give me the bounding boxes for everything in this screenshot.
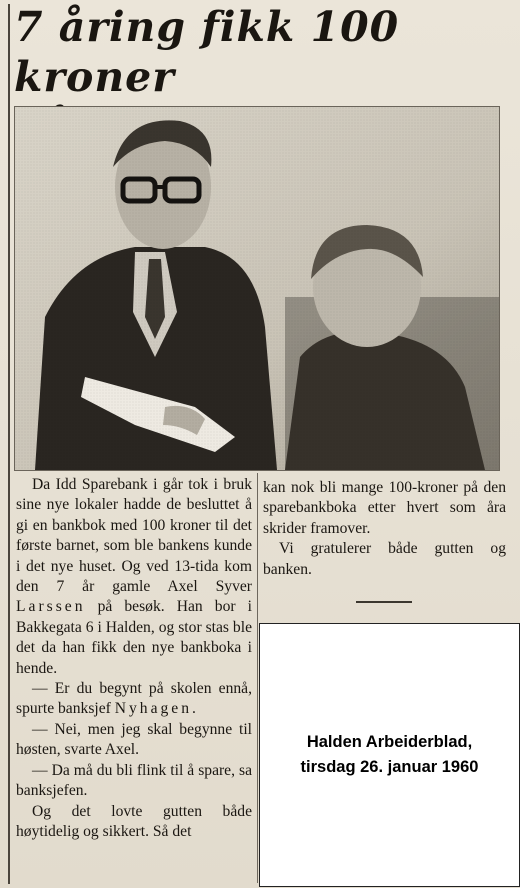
source-publication: Halden Arbeiderblad, (306, 733, 473, 751)
headline-line-1: 7 åring fikk 100 kroner (14, 3, 400, 101)
article-paragraph: — Nei, men jeg skal begynne til høsten, svarte Axel. (16, 720, 252, 759)
photo-illustration (15, 107, 499, 470)
article-end-rule (356, 601, 412, 603)
article-paragraph: — Da må du bli flink til å spare, sa banksjefen. (16, 761, 252, 800)
column-rule (8, 4, 10, 884)
newspaper-photo (14, 106, 500, 471)
article-paragraph: kan nok bli mange 100-kroner på den sparebankboka etter hvert som åra skrider framover. (263, 479, 506, 537)
spaced-name: Larssen (16, 598, 86, 616)
article-paragraph: — Er du begynt på skolen ennå, spurte banksjef Nyhagen. (16, 680, 252, 718)
article-paragraph: Vi gratulerer både gutten og banken. (263, 540, 506, 578)
source-date: tirsdag 26. januar 1960 (300, 758, 479, 776)
article-paragraph: Og det lovte gutten både høytidelig og sikkert. Så det (16, 802, 252, 840)
spaced-name: Nyhagen (114, 700, 193, 718)
source-caption-box (259, 623, 520, 887)
article-column-2 (263, 478, 506, 580)
column-divider (257, 473, 258, 883)
article-paragraph: Da Idd Sparebank i går tok i bruk sine nye lokaler hadde de besluttet å gi en bankbok med 100 kroner til det første barnet, som ble bankens kunde i det nye huset. Og ved 13-tida kom den 7 år gamle Axel Syver Larssen på besøk. Han bor i Bakkegata 6 i Halden, og stor stas ble det da han fikk den nye bankboka i hende. (16, 476, 252, 677)
article-column-1 (16, 475, 252, 842)
